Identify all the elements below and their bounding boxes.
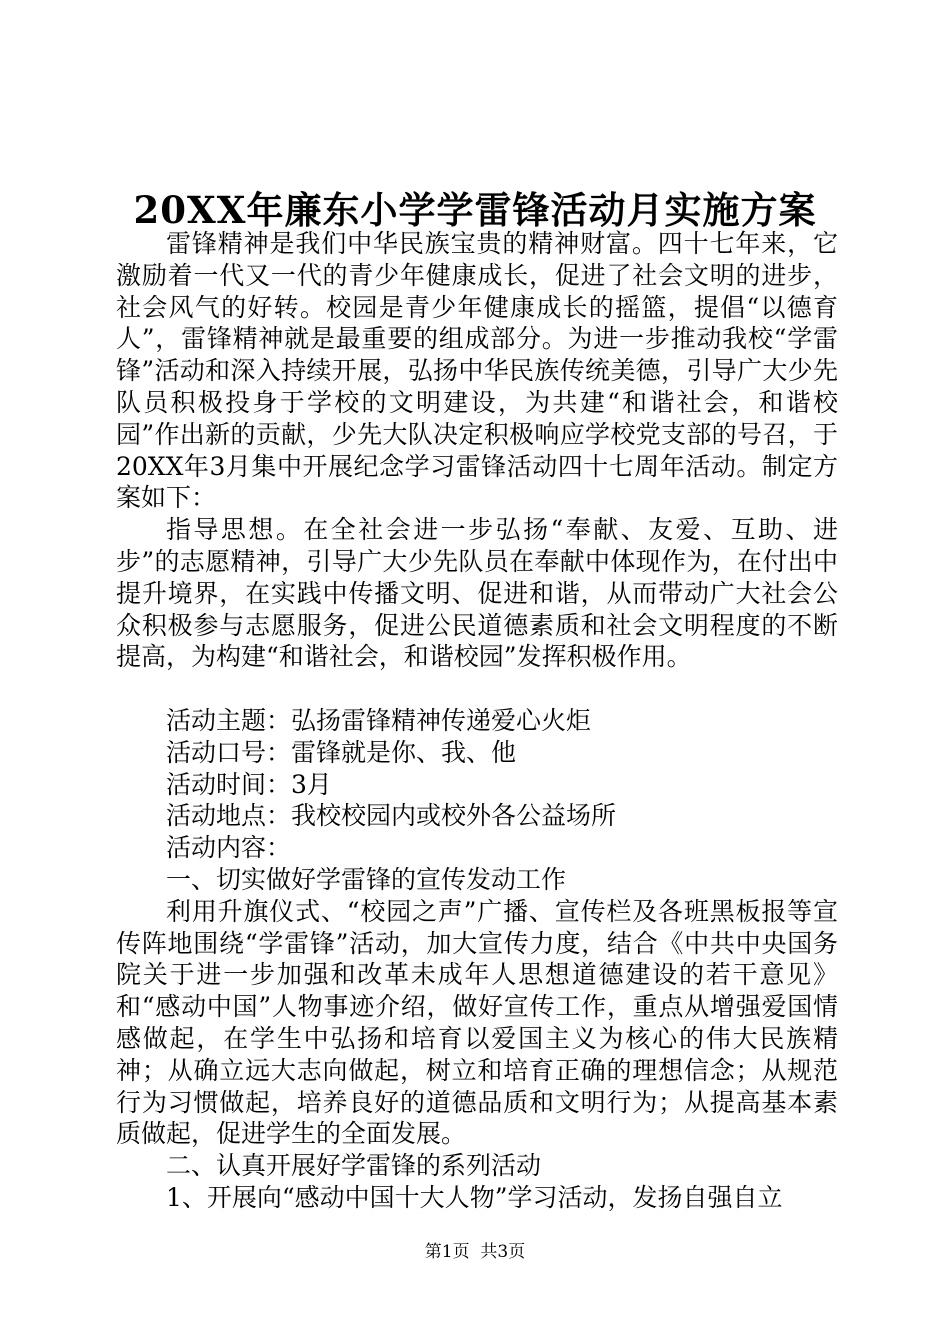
- footer-separator: [470, 1242, 481, 1262]
- guiding-thought-paragraph: 指导思想。在全社会进一步弘扬“奉献、友爱、互助、进步”的志愿精神，引导广大少先队员在奉献中体现作为，在付出中提升境界，在实践中传播文明、促进和谐，从而带动广大社会公众积极参与志愿服务，促进公民道德素质和社会文明程度的不断提高，为构建“和谐社会，和谐校园”发挥积极作用。: [116, 515, 838, 672]
- document-body: [116, 228, 838, 1214]
- page-total: 共3页: [480, 1242, 526, 1262]
- document-title: 20XX年廉东小学学雷锋活动月实施方案: [133, 188, 817, 232]
- activity-content-heading: 活动内容：: [166, 833, 292, 863]
- section-one-heading: 一、切实做好学雷锋的宣传发动工作: [166, 864, 567, 894]
- paragraph-spacer: [116, 673, 838, 705]
- section-two-heading: 二、认真开展好学雷锋的系列活动: [166, 1151, 542, 1181]
- activity-slogan: 活动口号：雷锋就是你、我、他: [166, 737, 517, 767]
- intro-paragraph: 雷锋精神是我们中华民族宝贵的精神财富。四十七年来，它激励着一代又一代的青少年健康成长，促进了社会文明的进步，社会风气的好转。校园是青少年健康成长的摇篮，提倡“以德育人”，雷锋精神就是最重要的组成部分。为进一步推动我校“学雷锋”活动和深入持续开展，弘扬中华民族传统美德，引导广大少先队员积极投身于学校的文明建设，为共建“和谐社会，和谐校园”作出新的贡献，少先大队决定积极响应学校党支部的号召，于20XX年3月集中开展纪念学习雷锋活动四十七周年活动。制定方案如下：: [116, 229, 838, 513]
- page-number: 第1页: [424, 1242, 470, 1262]
- activity-theme: 活动主题：弘扬雷锋精神传递爱心火炬: [166, 705, 592, 735]
- activity-time: 活动时间：3月: [166, 769, 332, 799]
- activity-location: 活动地点：我校校园内或校外各公益场所: [166, 801, 617, 831]
- section-two-item-one: 1、开展向“感动中国十大人物”学习活动，发扬自强自立: [166, 1182, 783, 1212]
- page-footer: [0, 1240, 950, 1264]
- section-one-paragraph: 利用升旗仪式、“校园之声”广播、宣传栏及各班黑板报等宣传阵地围绕“学雷锋”活动，加大宣传力度，结合《中共中央国务院关于进一步加强和改革未成年人思想道德建设的若干意见》和“感动中国”人物事迹介绍，做好宣传工作，重点从增强爱国情感做起，在学生中弘扬和培育以爱国主义为核心的伟大民族精神；从确立远大志向做起，树立和培育正确的理想信念；从规范行为习惯做起，培养良好的道德品质和文明行为；从提高基本素质做起，促进学生的全面发展。: [116, 896, 838, 1149]
